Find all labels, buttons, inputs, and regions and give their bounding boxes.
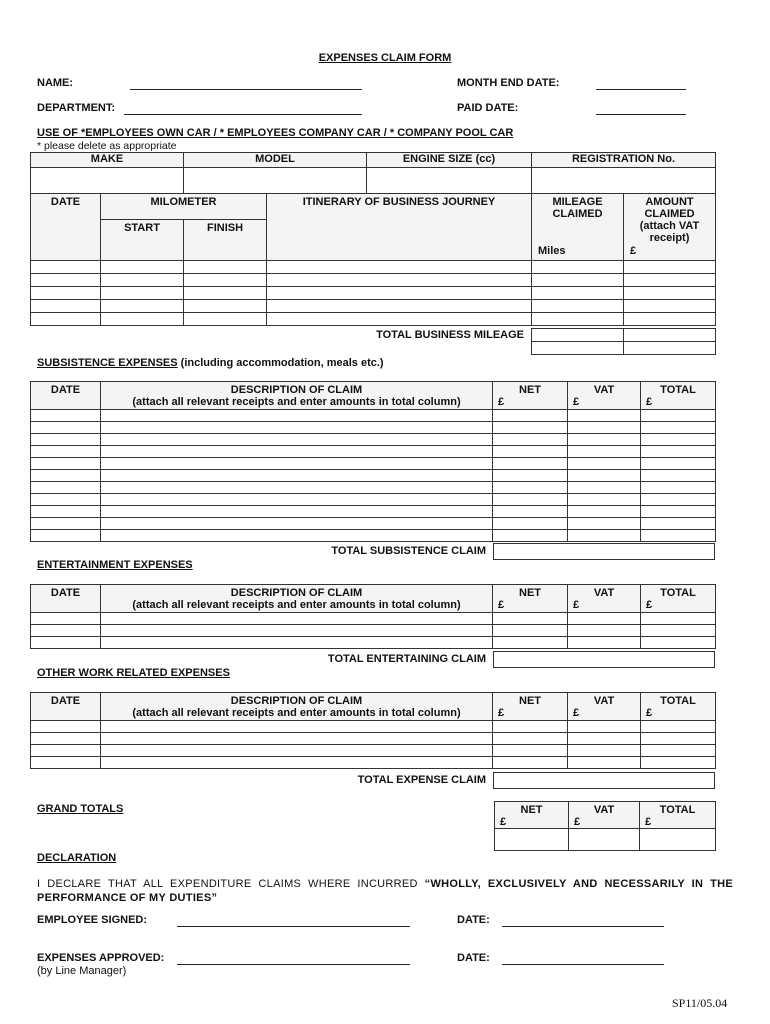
engine-size-cell[interactable] [367, 168, 532, 194]
grand-total-cell[interactable] [640, 829, 716, 851]
subsistence-table [30, 381, 716, 542]
grand-total-header: TOTAL £ [640, 802, 716, 829]
subsistence-total-header: TOTAL £ [641, 382, 716, 410]
entertainment-heading: ENTERTAINMENT EXPENSES [37, 559, 193, 571]
table-row[interactable] [31, 482, 716, 494]
mileage-date-header: DATE [31, 194, 101, 261]
signed-date-label: DATE: [457, 914, 490, 926]
mileage-row[interactable] [31, 287, 716, 300]
miles-unit: Miles [538, 245, 566, 257]
total-entertaining-label: TOTAL ENTERTAINING CLAIM [327, 653, 486, 665]
amount-line4: receipt) [649, 232, 690, 244]
total-amount-cell-2[interactable] [624, 342, 716, 355]
subsistence-net-header: NET £ [493, 382, 568, 410]
entertainment-date-header: DATE [31, 585, 101, 613]
table-row[interactable] [31, 422, 716, 434]
name-field[interactable] [130, 89, 362, 90]
table-row[interactable] [31, 458, 716, 470]
entertainment-total-header: TOTAL £ [641, 585, 716, 613]
mileage-claimed-line2: CLAIMED [552, 208, 603, 220]
table-row[interactable] [31, 613, 716, 625]
total-amount-cell[interactable] [624, 329, 716, 342]
total-mileage-boxes [531, 328, 716, 355]
mileage-claimed-line1: MILEAGE [552, 196, 603, 208]
entertainment-table [30, 584, 716, 649]
approved-date-field[interactable] [502, 964, 664, 965]
make-header: MAKE [31, 153, 184, 168]
mileage-table [30, 193, 716, 326]
grand-vat-cell[interactable] [569, 829, 640, 851]
table-row[interactable] [31, 494, 716, 506]
amount-pound: £ [630, 245, 637, 257]
declaration-text-plain: I DECLARE THAT ALL EXPENDITURE CLAIMS WHERE INCURRED [37, 878, 425, 890]
table-row[interactable] [31, 637, 716, 649]
total-subsistence-label: TOTAL SUBSISTENCE CLAIM [331, 545, 486, 557]
grand-totals-heading: GRAND TOTALS [37, 803, 124, 815]
entertainment-vat-header: VAT £ [568, 585, 641, 613]
entertainment-desc-header: DESCRIPTION OF CLAIM (attach all relevant receipts and enter amounts in total column) [101, 585, 493, 613]
month-end-date-label: MONTH END DATE: [457, 77, 560, 89]
grand-vat-header: VAT £ [569, 802, 640, 829]
itinerary-header: ITINERARY OF BUSINESS JOURNEY [267, 194, 532, 261]
table-row[interactable] [31, 721, 716, 733]
car-use-note: * please delete as appropriate [37, 140, 177, 152]
subsistence-heading-note: (including accommodation, meals etc.) [177, 357, 384, 369]
subsistence-desc-header [101, 382, 493, 410]
registration-header: REGISTRATION No. [532, 153, 716, 168]
total-business-mileage-label: TOTAL BUSINESS MILEAGE [376, 329, 524, 341]
subsistence-date-header: DATE [31, 382, 101, 410]
car-use-heading: USE OF *EMPLOYEES OWN CAR / * EMPLOYEES COMPANY CAR / * COMPANY POOL CAR [37, 127, 514, 139]
expenses-approved-label: EXPENSES APPROVED: [37, 952, 165, 964]
form-title: EXPENSES CLAIM FORM [318, 52, 452, 64]
total-miles-cell-2[interactable] [532, 342, 624, 355]
mileage-claimed-header [532, 194, 624, 261]
form-reference: SP11/05.04 [672, 996, 728, 1010]
department-field[interactable] [124, 114, 362, 115]
other-date-header: DATE [31, 693, 101, 721]
table-row[interactable] [31, 733, 716, 745]
milometer-header [101, 194, 267, 261]
total-expense-label: TOTAL EXPENSE CLAIM [357, 774, 486, 786]
approved-date-label: DATE: [457, 952, 490, 964]
model-cell[interactable] [184, 168, 367, 194]
amount-line3: (attach VAT [639, 220, 700, 232]
table-row[interactable] [31, 757, 716, 769]
other-vat-header: VAT £ [568, 693, 641, 721]
total-entertaining-box[interactable] [493, 651, 715, 668]
other-desc-header: DESCRIPTION OF CLAIM (attach all relevant receipts and enter amounts in total column) [101, 693, 493, 721]
approver-signature-field[interactable] [177, 964, 410, 965]
paid-date-label: PAID DATE: [457, 102, 519, 114]
table-row[interactable] [31, 625, 716, 637]
table-row[interactable] [31, 410, 716, 422]
line-manager-note: (by Line Manager) [37, 965, 127, 977]
engine-size-header: ENGINE SIZE (cc) [367, 153, 532, 168]
declaration-heading: DECLARATION [37, 852, 117, 864]
signed-date-field[interactable] [502, 926, 664, 927]
subsistence-heading [37, 357, 384, 369]
table-row[interactable] [31, 434, 716, 446]
grand-net-header: NET £ [495, 802, 569, 829]
subsistence-heading-title: SUBSISTENCE EXPENSES [37, 357, 178, 369]
amount-line2: CLAIMED [644, 208, 695, 220]
finish-header: FINISH [206, 222, 244, 234]
employee-signed-label: EMPLOYEE SIGNED: [37, 914, 148, 926]
registration-cell[interactable] [532, 168, 716, 194]
milometer-label: MILOMETER [101, 194, 266, 220]
entertainment-net-header: NET £ [493, 585, 568, 613]
table-row[interactable] [31, 446, 716, 458]
other-net-header: NET £ [493, 693, 568, 721]
make-cell[interactable] [31, 168, 184, 194]
other-total-header: TOTAL £ [641, 693, 716, 721]
other-expenses-heading: OTHER WORK RELATED EXPENSES [37, 667, 230, 679]
employee-signature-field[interactable] [177, 926, 410, 927]
name-label: NAME: [37, 77, 74, 89]
declaration-text-quote: “WHOLLY, EXCLUSIVELY AND NECESSARILY IN THE PERFORMANCE OF MY DUTIES” [37, 878, 733, 904]
mileage-row[interactable] [31, 313, 716, 326]
department-label: DEPARTMENT: [37, 102, 116, 114]
table-row[interactable] [31, 518, 716, 530]
desc-line1: DESCRIPTION OF CLAIM [230, 384, 363, 396]
other-expenses-table [30, 692, 716, 769]
subsistence-vat-header: VAT £ [568, 382, 641, 410]
model-header: MODEL [184, 153, 367, 168]
amount-claimed-header [624, 194, 716, 261]
grand-net-cell[interactable] [495, 829, 569, 851]
mileage-row[interactable] [31, 274, 716, 287]
table-row[interactable] [31, 470, 716, 482]
mileage-row[interactable] [31, 261, 716, 274]
paid-date-field[interactable] [596, 114, 686, 115]
month-end-date-field[interactable] [596, 89, 686, 90]
total-subsistence-box[interactable] [493, 543, 715, 560]
table-row[interactable] [31, 506, 716, 518]
mileage-row[interactable] [31, 300, 716, 313]
total-expense-box[interactable] [493, 772, 715, 789]
declaration-text [37, 877, 733, 905]
grand-totals-table [494, 801, 716, 851]
car-details-table [30, 152, 716, 194]
table-row[interactable] [31, 745, 716, 757]
table-row[interactable] [31, 530, 716, 542]
desc-line2: (attach all relevant receipts and enter amounts in total column) [132, 396, 461, 408]
amount-line1: AMOUNT [645, 196, 694, 208]
total-miles-cell[interactable] [532, 329, 624, 342]
start-header: START [101, 220, 184, 260]
